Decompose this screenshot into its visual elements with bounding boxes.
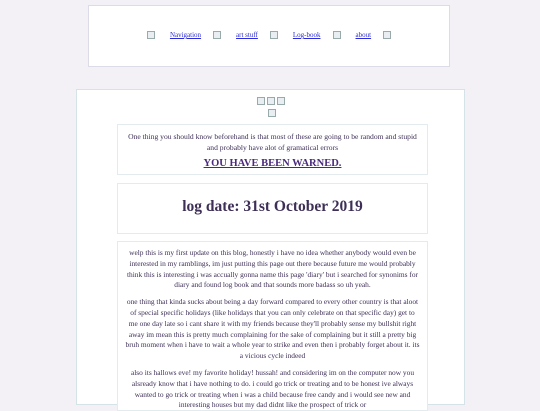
entry-body[interactable] [117,241,428,411]
content-panel [76,89,465,410]
nav-link-log-book[interactable]: Log-book [292,31,321,39]
nav-link-about[interactable]: about [355,31,372,39]
warning-text: One thing you should know beforehand is that most of these are going to be random and stupid and probably have alot of gramatical errors [128,132,417,152]
header-panel [88,5,450,67]
broken-image-icon [333,31,341,39]
broken-image-icon [147,31,155,39]
broken-image-icon [257,97,265,105]
broken-image-icon [267,97,275,105]
broken-image-icon [270,31,278,39]
warning-heading: YOU HAVE BEEN WARNED. [203,158,342,169]
broken-image-icon [213,31,221,39]
broken-image-icon [268,109,276,117]
broken-image-icon [277,97,285,105]
entry-paragraph: also its hallows eve! my favorite holiday! hussah! and considering im on the computer now you alsready know that i have nothing to do. i could go trick or treating and to be honest ive always wanted to go trick or treating when i was a child because free candy and i would see new and interesting houses but my dad didnt like the prospect of trick or [130,367,415,410]
entry-paragraph: welp this is my first update on this blog, honestly i have no idea whether anybody would even be interested in my ramblings, im just putting this page out there because future me would probably think this is interesting i was accually gonna name this page 'diary' but i searched for synonims for diary and found log book and that sounds more badass so uh yeah. [126,248,419,290]
entry-title-box [117,183,428,234]
main-nav [89,31,449,39]
entry-title: log date: 31st October 2019 [182,198,363,215]
warning-box [117,124,428,175]
entry-paragraph: one thing that kinda sucks about being a day forward compared to every other country is that aloot of special specific holidays (like holidays that you can only celebrate on that specific day) get to me one day late so i cant share it with my friends because they'll probably sense my bullshit right away im mean this is pretty much complaining for the sake of complaining but it still a pretty big bruh moment when i have to wait a whole year to strike and even then i probably forget about it. its a vicious cycle indeed [125,297,420,361]
broken-image-icon [383,31,391,39]
nav-link-navigation[interactable]: Navigation [169,31,202,39]
nav-link-art-stuff[interactable]: art stuff [236,31,258,39]
banner-images [77,92,464,102]
